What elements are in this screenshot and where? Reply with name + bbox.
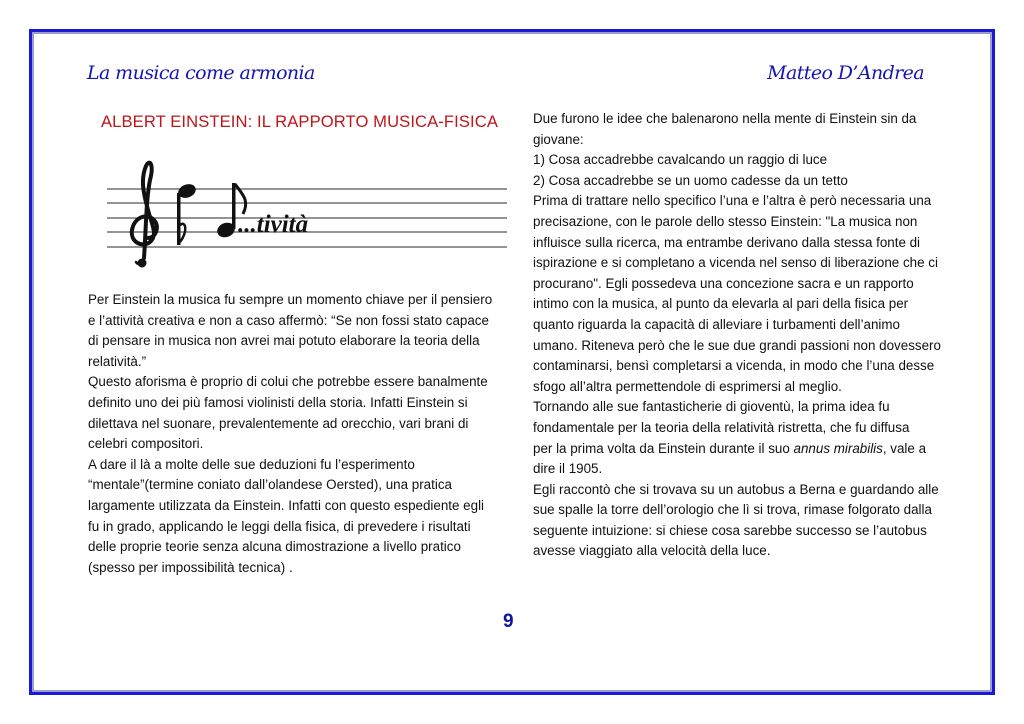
text-line: celebri compositori. (88, 436, 204, 452)
text-line: Per Einstein la musica fu sempre un momento chiave per il pensiero (88, 292, 493, 307)
text-line: relatività.” (88, 353, 147, 369)
text-line: precisazione, con le parole dello stesso Einstein: "La musica non (533, 213, 918, 229)
text-line: giovane: (533, 131, 584, 147)
text-line: avesse viaggiato alla velocità della luce. (533, 543, 771, 559)
text-line: delle proprie teorie senza alcuna dimostrazione a livello pratico (88, 539, 461, 555)
text-line: contaminarsi, bensì completarsi a vicenda, in modo che l’una desse (533, 358, 935, 374)
text-line: Tornando alle sue fantasticherie di gioventù, la prima idea fu (533, 399, 890, 415)
right-column-text (533, 109, 963, 562)
music-staff-svg (100, 150, 510, 275)
text-line: sfogo all’altra permettendole di esprimersi al meglio. (533, 378, 842, 394)
text-line: seguente intuizione: si chiese cosa sarebbe successo se l’autobus (533, 522, 927, 538)
text-line: ispirazione e si completano a vicenda nel senso di liberazione che ci (533, 255, 938, 271)
text-line: A dare il là a molte delle sue deduzioni fu l’esperimento (88, 456, 415, 472)
text-line: 2) Cosa accadrebbe se un uomo cadesse da un tetto (533, 172, 848, 188)
text-span: per la prima volta da Einstein durante il suo (533, 440, 794, 456)
text-line: 1) Cosa accadrebbe cavalcando un raggio di luce (533, 152, 828, 168)
text-line: dilettava nel suonare, prevalentemente ad orecchio, vari brani di (88, 415, 469, 431)
text-line: quanto riguarda la capacità di alleviare i turbamenti dell’animo (533, 316, 900, 332)
text-line: di pensare in musica non avrei mai potuto elaborare la teoria della (88, 333, 480, 349)
text-line: intimo con la musica, al punto da elevarla al pari della fisica per (533, 296, 909, 312)
page-number: 9 (503, 611, 514, 632)
illustration-text: ...tività (238, 211, 309, 238)
text-line: definito uno dei più famosi violinisti della storia. Infatti Einstein si (88, 394, 468, 410)
text-line: Prima di trattare nello specifico l’una e l’altra è però necessaria una (533, 193, 932, 209)
text-line: Due furono le idee che balenarono nella mente di Einstein sin da (533, 111, 917, 126)
text-line-with-italic (533, 439, 963, 460)
text-line: Questo aforisma è proprio di colui che potrebbe essere banalmente (88, 374, 488, 390)
text-line: largamente utilizzata da Einstein. Infatti con questo espediente egli (88, 497, 485, 513)
text-line: influisce sulla ricerca, ma entrambe derivano dalla stessa fonte di (533, 234, 921, 250)
text-line: fu in grado, applicando le leggi della fisica, di prevedere i risultati (88, 518, 471, 534)
text-line: Egli raccontò che si trovava su un autobus a Berna e guardando alle (533, 481, 939, 497)
text-line: fondamentale per la teoria della relatività ristretta, che fu diffusa (533, 419, 910, 435)
treble-clef-icon (132, 163, 157, 268)
header-title: La musica come armonia (87, 62, 315, 84)
left-column-text (88, 290, 518, 578)
text-line: umano. Riteneva però che le sue due grandi passioni non dovessero (533, 337, 941, 353)
italic-term: annus mirabilis (793, 440, 883, 456)
music-staff-illustration (100, 150, 510, 275)
text-line: “mentale”(termine coniato dall’olandese Oersted), una pratica (88, 477, 452, 493)
text-line: dire il 1905. (533, 461, 603, 477)
text-line: e l’attività creativa e non a caso affermò: “Se non fossi stato capace (88, 312, 489, 328)
quarter-note-icon (176, 182, 197, 245)
article-title: ALBERT EINSTEIN: IL RAPPORTO MUSICA-FISICA (101, 112, 499, 131)
text-line: (spesso per impossibilità tecnica) . (88, 559, 293, 575)
header-author: Matteo D’Andrea (767, 62, 924, 84)
text-line: sue spalle la torre dell’orologio che lì si trova, rimase folgorato dalla (533, 502, 932, 518)
text-line: procurano". Egli possedeva una concezione sacra e un rapporto (533, 275, 914, 291)
text-span: , vale a (882, 440, 927, 456)
